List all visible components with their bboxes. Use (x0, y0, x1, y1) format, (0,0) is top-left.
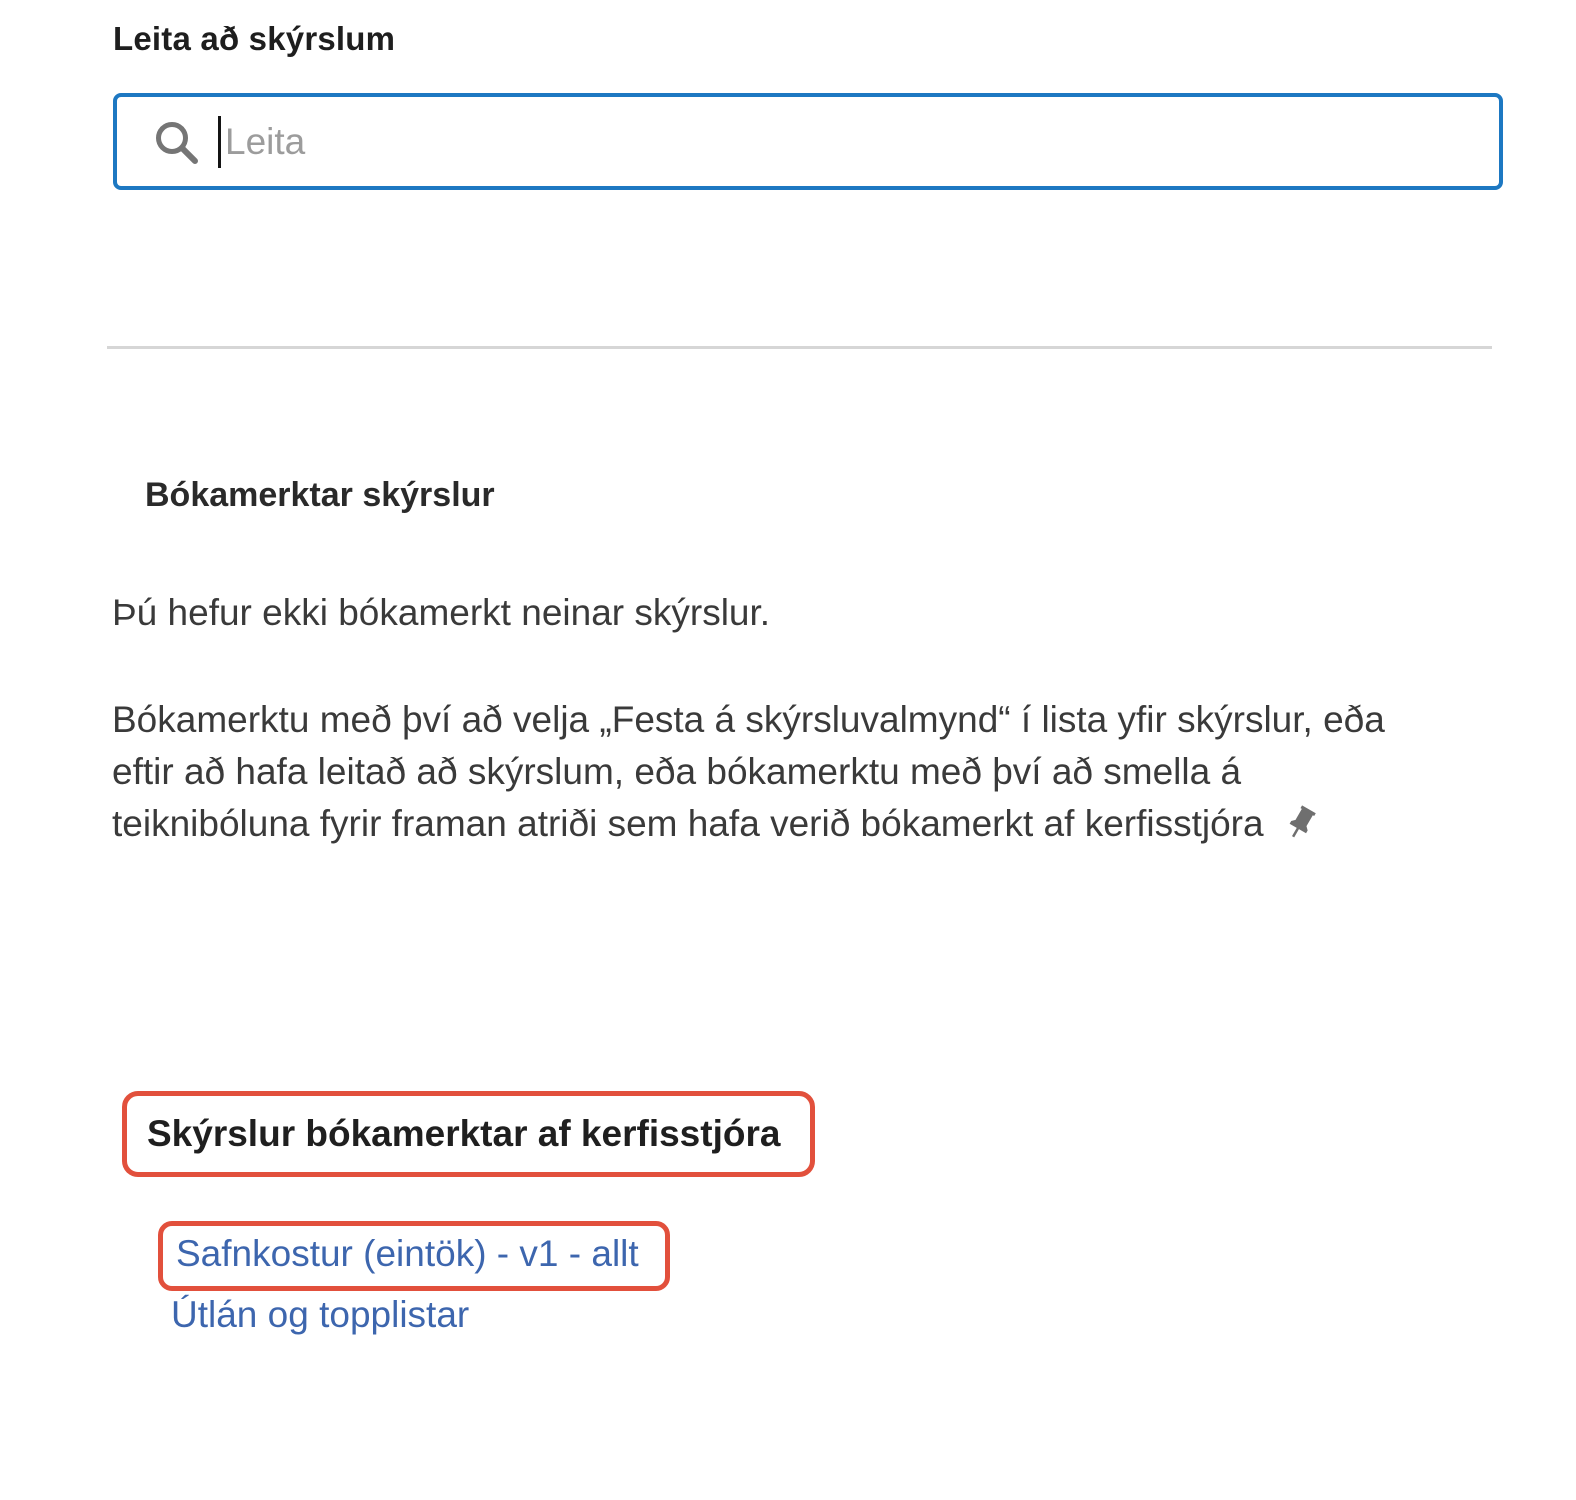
bookmark-instructions-text: Bókamerktu með því að velja „Festa á skýrsluvalmynd“ í lista yfir skýrslur, eða eftir að hafa leitað að skýrslum, eða bókamerktu með því að smella á teiknibóluna fyrir framan atriði sem hafa verið bókamerkt af kerfisstjóra (112, 699, 1385, 844)
annotation-box-admin-heading (122, 1091, 815, 1177)
no-bookmarks-message: Þú hefur ekki bókamerkt neinar skýrslur. (112, 592, 771, 633)
pushpin-icon (1275, 797, 1327, 849)
search-box[interactable] (113, 93, 1503, 190)
search-reports-label: Leita að skýrslum (113, 20, 396, 57)
text-cursor (218, 116, 221, 168)
report-link-utlan-topplistar[interactable]: Útlán og topplistar (171, 1294, 470, 1335)
search-icon (151, 117, 201, 167)
annotation-box-safnkostur-link (158, 1221, 670, 1291)
bookmarked-reports-heading: Bókamerktar skýrslur (145, 476, 495, 514)
bookmark-instructions (112, 694, 1442, 850)
admin-bookmarked-heading: Skýrslur bókamerktar af kerfisstjóra (147, 1113, 781, 1154)
search-input[interactable] (225, 121, 1499, 163)
report-link-safnkostur[interactable]: Safnkostur (eintök) - v1 - allt (176, 1233, 639, 1274)
section-divider (107, 346, 1492, 349)
